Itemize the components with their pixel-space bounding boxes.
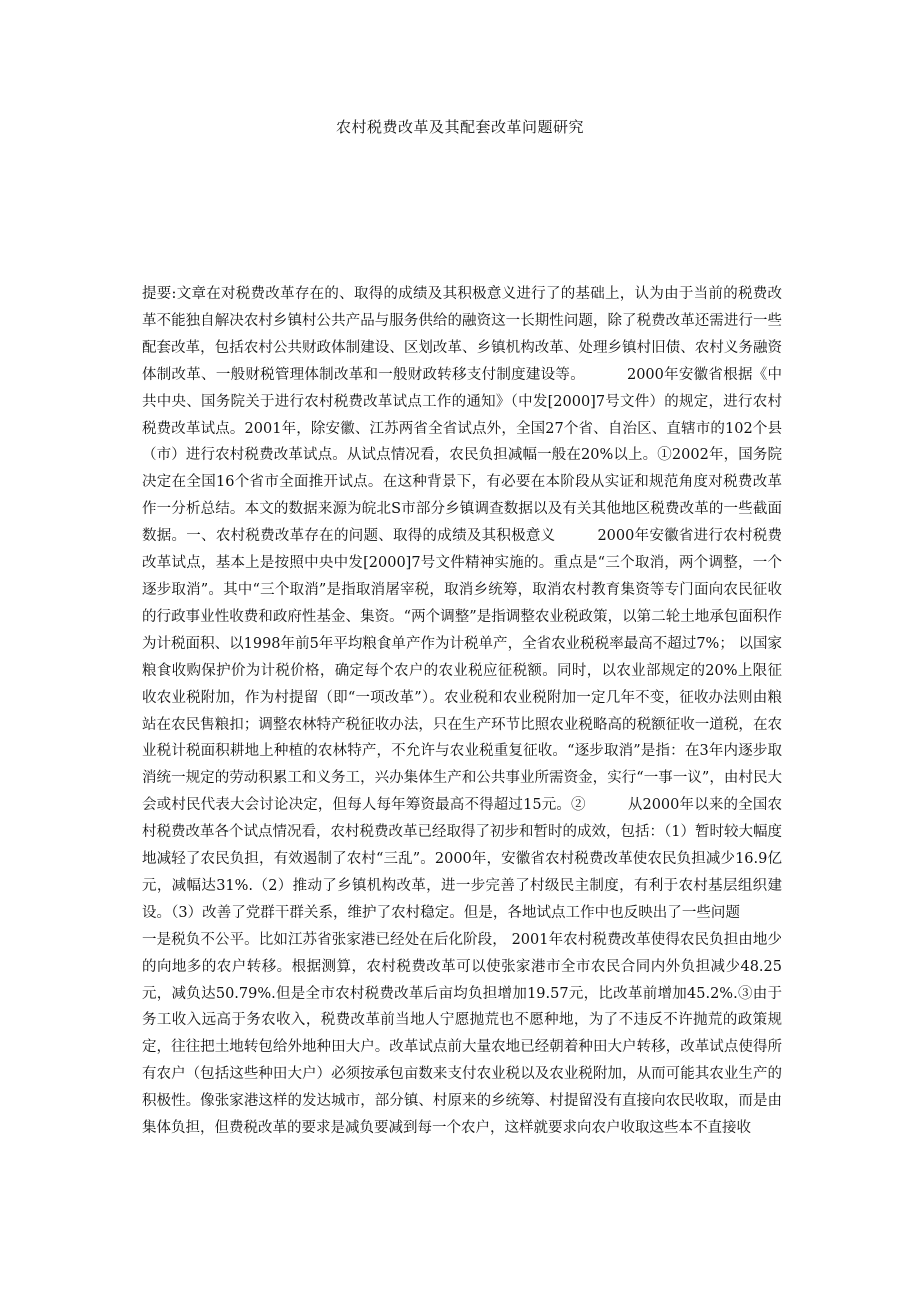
section-heading: 一、农村税费改革存在的问题、取得的成绩及其积极意义	[186, 528, 556, 545]
paragraph-results: 从2000年以来的全国农村税费改革各个试点情况看，农村税费改革已经取得了初步和暂时的成效，包括：（1）暂时较大幅度地减轻了农民负担，有效遏制了农村“三乱”。2000年，安徽省农村税费改革使农民负担减少16.9亿元，减幅达31%.（2）推动了乡镇机构改革，进一步完善了村级民主制度，有利于农村基层组织建设。（3）改善了党群干群关系，维护了农村稳定。但是，各地试点工作中也反映出了一些问题	[142, 797, 782, 921]
document-body	[142, 281, 782, 1142]
abstract-text: 文章在对税费改革存在的、取得的成绩及其积极意义进行了的基础上，认为由于当前的税费改革不能独自解决农村乡镇村公共产品与服务供给的融资这一长期性问题，除了税费改革还需进行一些配套改革，包括农村公共财政体制建设、区划改革、乡镇机构改革、处理乡镇村旧债、农村义务融资体制改革、一般财税管理体制改革和一般财政转移支付制度建设等。	[142, 286, 783, 383]
paragraph-problem: 一是税负不公平。比如江苏省张家港已经处在后化阶段， 2001年农村税费改革使得农民负担由地少的向地多的农户转移。根据测算，农村税费改革可以使张家港市全市农民合同内外负担减少48.25元，减负达50.79%.但是全市农村税费改革后亩均负担增加19.57元，比改革前增加45.2%.③由于务工收入远高于务农收入，税费改革前当地人宁愿抛荒也不愿种地，为了不违反不许抛荒的政策规定，往往把土地转包给外地种田大户。改革试点前大量农地已经朝着种田大户转移，改革试点使得所有农户（包括这些种田大户）必须按承包亩数来支付农业税以及农业税附加，从而可能其农业生产的积极性。像张家港这样的发达城市，部分镇、村原来的乡统筹、村提留没有直接向农民收取，而是由集体负担，但费税改革的要求是减负要减到每一个农户，这样就要求向农户收取这些本不直接收	[142, 931, 782, 1137]
document-title: 农村税费改革及其配套改革问题研究	[335, 118, 584, 136]
paragraph-policy: 2000年安徽省进行农村税费改革试点，基本上是按照中央中发[2000]7号文件精神实施的。重点是“三个取消，两个调整，一个逐步取消”。其中“三个取消”是指取消屠宰税，取消乡统筹，取消农村教育集资等专门面向农民征收的行政事业性收费和政府性基金、集资。“两个调整”是指调整农业税政策，以第二轮土地承包面积作为计税面积、以1998年前5年平均粮食单产作为计税单产，全省农业税税率最高不超过7%； 以国家粮食收购保护价为计税价格，确定每个农户的农业税应征税额。同时，以农业部规定的20%上限征收农业税附加，作为村提留（即“一项改革”）。农业税和农业税附加一定几年不变，征收办法则由粮站在农民售粮扣；调整农林特产税征收办法，只在生产环节比照农业税略高的税额征收一道税，在农业税计税面积耕地上种植的农林特产，不允许与农业税重复征收。“逐步取消”是指：在3年内逐步取消统一规定的劳动积累工和义务工，兴办集体生产和公共事业所需资金，实行“一事一议”，由村民大会或村民代表大会讨论决定，但每人每年筹资最高不得超过15元。②	[142, 528, 782, 814]
abstract-label: 提要:	[142, 286, 177, 302]
paragraph-intro: 2000年安徽省根据《中共中央、国务院关于进行农村税费改革试点工作的通知》（中发[2000]7号文件）的规定，进行农村税费改革试点。2001年，除安徽、江苏两省全省试点外，全国27个省、自治区、直辖市的102个县（市）进行农村税费改革试点。从试点情况看，农民负担减幅一般在20%以上。①2002年，国务院决定在全国16个省市全面推开试点。在这种背景下，有必要在本阶段从实证和规范角度对税费改革作一分析总结。本文的数据来源为皖北S市部分乡镇调查数据以及有关其他地区税费改革的一些截面数据。	[142, 366, 782, 545]
